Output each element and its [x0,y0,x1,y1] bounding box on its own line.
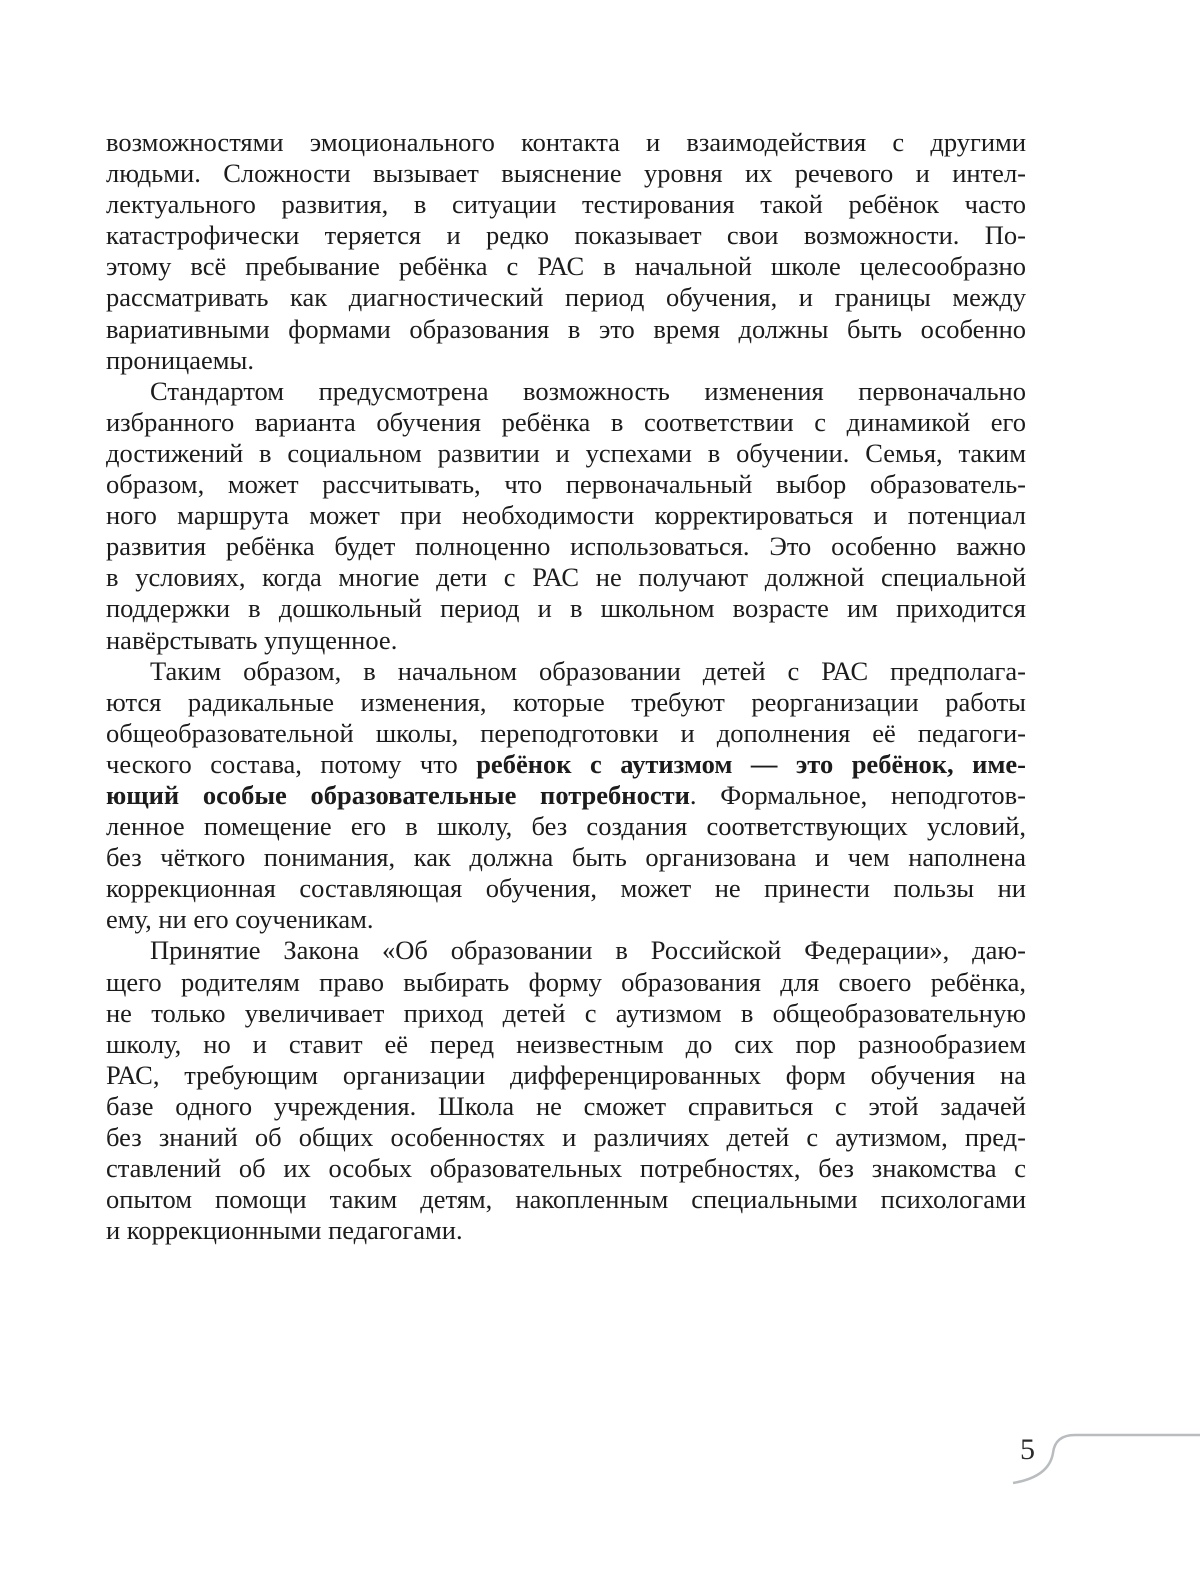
text-line: избранного варианта обучения ребёнка в соответствии с динамикой его [106,406,1026,437]
text-line: поддержки в дошкольный период и в школьном возрасте им приходится [106,593,1026,624]
text-line: вариативными формами образования в это время должны быть особенно [106,313,1026,344]
text-line: лектуального развития, в ситуации тестирования такой ребёнок часто [106,189,1026,220]
text-line: возможностями эмоционального контакта и взаимодействия с другими [106,127,1026,157]
text-line: и коррекционными педагогами. [106,1215,463,1246]
text-line: катастрофически теряется и редко показывает свои возможности. По- [106,220,1026,251]
text-line: базе одного учреждения. Школа не сможет справиться с этой задачей [106,1090,1026,1121]
text-line-with-emphasis [106,749,1026,780]
text-line: этому всё пребывание ребёнка с РАС в начальной школе целесообразно [106,251,1026,282]
text-line: в условиях, когда многие дети с РАС не получают должной специальной [106,562,1026,593]
text-line: РАС, требующим организации дифференцированных форм обучения на [106,1059,1026,1090]
paragraph-2 [106,376,1026,656]
text-line: рассматривать как диагностический период обучения, и границы между [106,282,1026,313]
paragraph-1 [106,127,1026,376]
text-line: щего родителям право выбирать форму образования для своего ребёнка, [106,966,1026,997]
corner-line [1013,1435,1200,1483]
paragraph-3 [106,656,1026,936]
page-body [106,127,1026,1246]
text-line: опытом помощи таким детям, накопленным специальными психологами [106,1184,1026,1215]
text-line: навёрстывать упущенное. [106,624,398,655]
emphasis-text: ребёнок с аутизмом — это ребёнок, име- [476,748,1026,779]
emphasis-text: ющий особые образовательные потребности [106,779,690,810]
text-line-with-emphasis [106,780,1026,811]
text-line: ются радикальные изменения, которые требуют реорганизации работы [106,686,1026,717]
text-line: школу, но и ставит её перед неизвестным до сих пор разнообразием [106,1028,1026,1059]
text-line: Принятие Закона «Об образовании в Российской Федерации», даю- [150,935,1026,966]
text-line: ему, ни его соученикам. [106,904,374,935]
text-line: общеобразовательной школы, переподготовки и дополнения её педагоги- [106,717,1026,748]
text-line: коррекционная составляющая обучения, может не принести пользы ни [106,873,1026,904]
text-line: достижений в социальном развитии и успехами в обучении. Семья, таким [106,437,1026,468]
text-line: Таким образом, в начальном образовании детей с РАС предполага- [150,655,1026,686]
text-line: людьми. Сложности вызывает выяснение уровня их речевого и интел- [106,158,1026,189]
text-line: Стандартом предусмотрена возможность изменения первоначально [150,375,1026,406]
text-line: ленное помещение его в школу, без создания соответствующих условий, [106,811,1026,842]
text-line: без знаний об общих особенностях и различиях детей с аутизмом, пред- [106,1122,1026,1152]
page-number: 5 [1020,1433,1035,1466]
text-line: образом, может рассчитывать, что первоначальный выбор образователь- [106,469,1026,500]
text-line: ного маршрута может при необходимости корректироваться и потенциал [106,500,1026,531]
text-run: . Формальное, неподготов- [689,779,1027,810]
text-run: ческого состава, потому что [106,748,477,779]
text-line: без чёткого понимания, как должна быть организована и чем наполнена [106,842,1026,873]
text-line: ставлений об их особых образовательных потребностях, без знакомства с [106,1153,1026,1184]
text-line: развития ребёнка будет полноценно использоваться. Это особенно важно [106,531,1026,562]
text-line: проницаемы. [106,344,254,375]
paragraph-4 [106,935,1026,1246]
text-line: не только увеличивает приход детей с аутизмом в общеобразовательную [106,997,1026,1028]
